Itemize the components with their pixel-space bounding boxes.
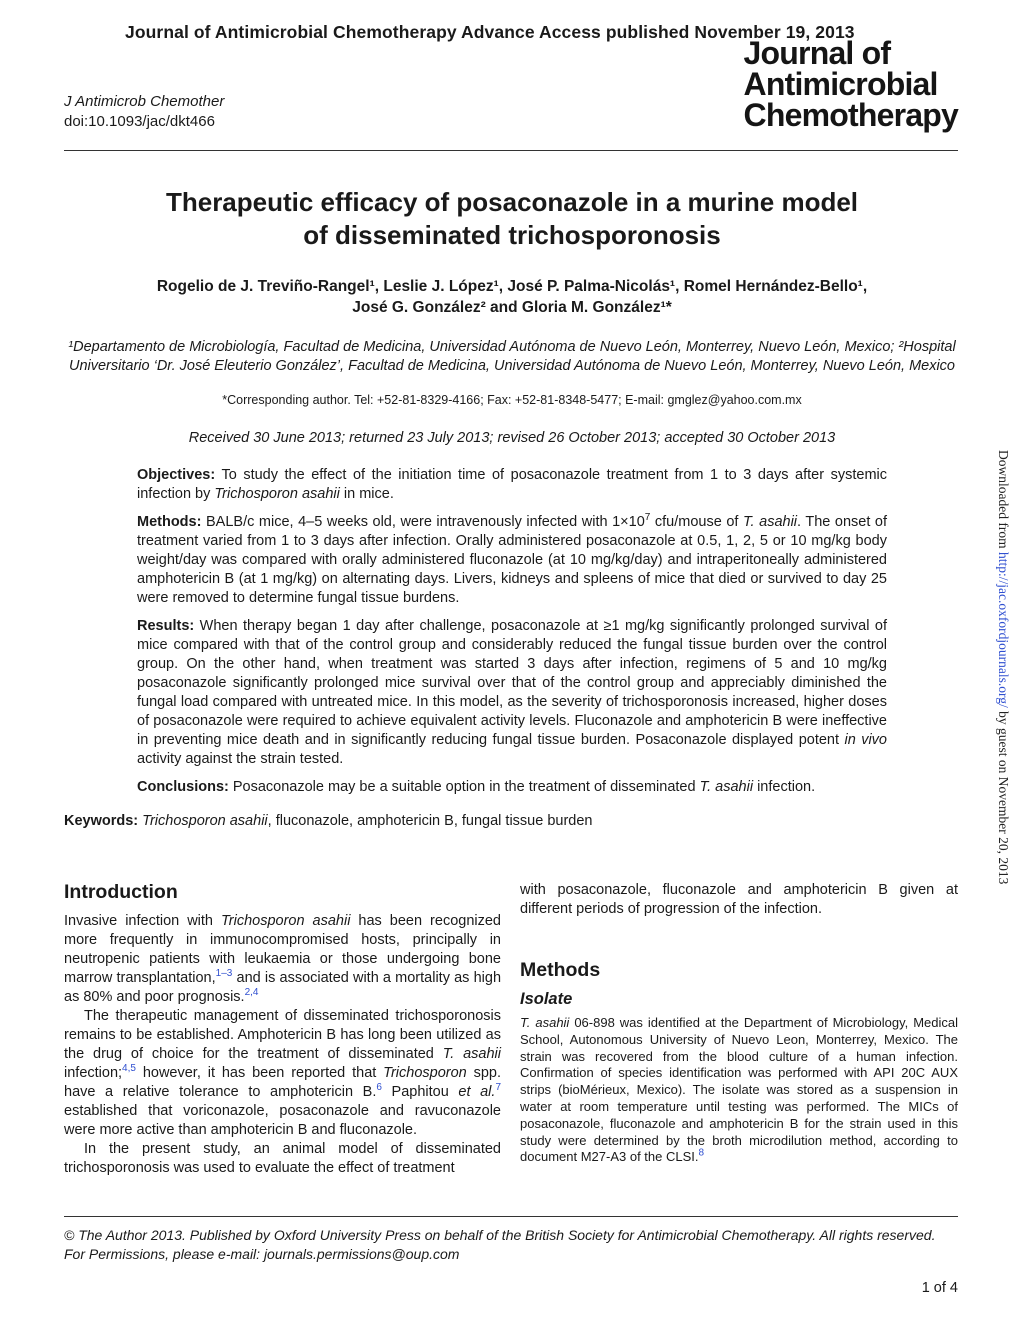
keywords <box>64 813 592 829</box>
advance-access-banner: Journal of Antimicrobial Chemotherapy Advance Access published November 19, 2013 <box>125 22 855 42</box>
title-line-1: Therapeutic efficacy of posaconazole in a murine model <box>165 187 859 217</box>
et-al: et al. <box>458 1084 496 1100</box>
species-name: Trichosporon asahii <box>220 913 351 929</box>
isolate-subheading: Isolate <box>520 990 573 1008</box>
conclusions-text: Posaconazole may be a suitable option in the treatment of disseminated <box>228 779 700 795</box>
intro-paragraph-3: In the present study, an animal model of disseminated trichosporonosis was used to evaluate the effect of treatment <box>64 1141 501 1176</box>
reference-link[interactable]: 7 <box>495 1082 501 1094</box>
abstract <box>137 466 887 806</box>
article-doi: doi:10.1093/jac/dkt466 <box>64 113 215 130</box>
species-name: T. asahii <box>442 1046 501 1062</box>
affiliations <box>64 338 960 376</box>
intro-paragraph-2 <box>64 1007 501 1140</box>
download-watermark <box>993 450 1011 890</box>
methods-label: Methods: <box>137 514 202 530</box>
introduction-heading: Introduction <box>64 881 178 903</box>
logo-line-1: Journal of <box>743 35 891 71</box>
logo-line-2: Antimicrobial <box>743 66 938 102</box>
corresponding-author: *Corresponding author. Tel: +52-81-8329-4166; Fax: +52-81-8348-5477; E-mail: gmglez@yahoo.com.mx <box>222 393 802 407</box>
methods-text-3: . The onset of treatment varied from 1 to 3 days after infection. Orally administered posaconazole at 0.5, 1, 2, 5 or 10 mg/kg body weight/day was compared with orally administered fluconazole (at 10 mg/kg/day) and intraperitoneally administered amphotericin B (at 1 mg/kg) on alternating days. Livers, kidneys and spleens of mice that died or survived to day 25 were removed to determine fungal tissue burdens. <box>137 514 888 606</box>
intro-text: The therapeutic management of disseminated trichosporonosis remains to be established. Amphotericin B has long been utilized as the drug of choice for the treatment of disseminated <box>64 1008 501 1062</box>
copyright-line-2: For Permissions, please e-mail: journals.permissions@oup.com <box>64 1246 460 1262</box>
left-column <box>64 883 501 1178</box>
genus-name: Trichosporon <box>383 1065 467 1081</box>
intro-text: infection; <box>64 1065 123 1081</box>
keywords-label: Keywords: <box>64 813 139 829</box>
species-name: T. asahii <box>699 779 754 795</box>
methods-text-2: cfu/mouse of <box>650 514 744 530</box>
title-line-2: of disseminated trichosporonosis <box>303 220 721 250</box>
authors-line-1: Rogelio de J. Treviño-Rangel¹, Leslie J. López¹, José P. Palma-Nicolás¹, Romel Hernández-Bello¹, <box>156 278 868 295</box>
abstract-results <box>137 617 887 769</box>
species-name: T. asahii <box>743 514 798 530</box>
methods-text: BALB/c mice, 4–5 weeks old, were intravenously infected with 1×10 <box>201 514 645 530</box>
methods-heading: Methods <box>520 959 601 981</box>
abstract-objectives <box>137 466 887 504</box>
reference-link[interactable]: 4,5 <box>122 1063 136 1075</box>
reference-link[interactable]: 1–3 <box>215 968 233 980</box>
reference-link[interactable]: 2,4 <box>244 987 259 999</box>
download-notice <box>995 450 1011 884</box>
intro-text: however, it has been reported that <box>135 1065 384 1081</box>
reference-link[interactable]: 8 <box>698 1148 705 1160</box>
submission-dates: Received 30 June 2013; returned 23 July 2013; revised 26 October 2013; accepted 30 October 2013 <box>188 430 836 446</box>
article-title <box>64 186 960 252</box>
download-suffix: by guest on November 20, 2013 <box>996 707 1011 885</box>
intro-text: Paphitou <box>381 1084 459 1100</box>
conclusions-text-end: infection. <box>753 779 816 795</box>
in-vivo-term: in vivo <box>844 732 887 748</box>
abstract-methods <box>137 513 887 608</box>
species-name: Trichosporon asahii <box>214 486 340 502</box>
author-list <box>64 276 960 318</box>
reference-link[interactable]: 6 <box>376 1082 382 1094</box>
keywords-rest: , fluconazole, amphotericin B, fungal tissue burden <box>267 813 593 829</box>
intro-paragraph-1 <box>64 912 501 1007</box>
objectives-text-end: in mice. <box>339 486 394 502</box>
affiliation-line-1: ¹Departamento de Microbiología, Facultad de Medicina, Universidad Autónoma de Nuevo León, Monterrey, Nuevo León, Mexico; ²Hospital <box>68 339 956 355</box>
download-prefix: Downloaded from <box>996 450 1011 552</box>
header-divider <box>64 150 958 151</box>
species-name: T. asahii <box>520 1015 570 1030</box>
copyright-line-1: © The Author 2013. Published by Oxford University Press on behalf of the British Society for Antimicrobial Chemotherapy. All rights reserved. <box>64 1227 936 1243</box>
objectives-label: Objectives: <box>137 467 216 483</box>
intro-text: spp. have a relative tolerance to amphotericin B. <box>64 1065 501 1100</box>
journal-citation: J Antimicrob Chemother <box>64 93 225 110</box>
methods-isolate-paragraph <box>520 1015 958 1166</box>
journal-logo <box>743 35 958 133</box>
intro-text: established that voriconazole, posaconazole and ravuconazole were more active than amphotericin B and fluconazole. <box>64 1103 501 1138</box>
abstract-conclusions <box>137 778 887 797</box>
intro-paragraph-3-continued: with posaconazole, fluconazole and amphotericin B given at different periods of progression of the infection. <box>520 882 958 917</box>
exponent: 7 <box>644 512 651 524</box>
keyword-species: Trichosporon asahii <box>142 813 268 829</box>
logo-line-3: Chemotherapy <box>743 97 958 133</box>
results-text-end: activity against the strain tested. <box>137 751 344 767</box>
page-number: 1 of 4 <box>921 1280 958 1296</box>
results-label: Results: <box>137 618 195 634</box>
copyright-notice <box>64 1226 935 1264</box>
footer-divider <box>64 1216 958 1217</box>
right-column <box>520 881 958 1166</box>
objectives-text: To study the effect of the initiation time of posaconazole treatment from 1 to 3 days after systemic infection by <box>137 467 887 502</box>
journal-url-link[interactable]: http://jac.oxfordjournals.org/ <box>996 551 1011 708</box>
intro-text: has been recognized more frequently in immunocompromised hosts, principally in neutropenic patients with leukaemia or those undergoing bone marrow transplantation, <box>64 913 501 986</box>
authors-line-2: José G. González² and Gloria M. González¹* <box>352 299 672 316</box>
intro-text: and is associated with a mortality as high as 80% and poor prognosis. <box>64 970 502 1005</box>
methods-text: 06-898 was identified at the Department of Microbiology, Medical School, Autonomous University of Nuevo Leon, Monterrey, Mexico. The strain was recovered from the blood culture of a human infection. Confirmation of species identification was performed with API 20C AUX strips (bioMérieux, Mexico). The isolate was stored as a suspension in water at room temperature until testing was performed. The MICs of posaconazole, fluconazole and amphotericin B for the strain used in this study were determined by the broth microdilution method, according to document M27-A3 of the CLSI. <box>520 1015 959 1165</box>
affiliation-line-2: Universitario ‘Dr. José Eleuterio González’, Facultad de Medicina, Universidad Autónoma de Nuevo León, Monterrey, Nuevo León, Mexico <box>68 358 955 374</box>
intro-text: Invasive infection with <box>64 913 221 929</box>
results-text: When therapy began 1 day after challenge, posaconazole at ≥1 mg/kg significantly prolonged survival of mice compared with that of the control group and considerably reduced the fungal tissue burden over the control group. On the other hand, when treatment was started 3 days after infection, regimens of 5 and 10 mg/kg posaconazole significantly prolonged mice survival over that of the control group and appreciably diminished the fungal load compared with untreated mice. In this model, as the severity of trichosporonosis increased, higher doses of posaconazole were required to achieve equivalent activity levels. Fluconazole and amphotericin B were ineffective in preventing mice death and in significantly reducing fungal tissue burden. Posaconazole displayed potent <box>137 618 887 748</box>
conclusions-label: Conclusions: <box>137 779 229 795</box>
